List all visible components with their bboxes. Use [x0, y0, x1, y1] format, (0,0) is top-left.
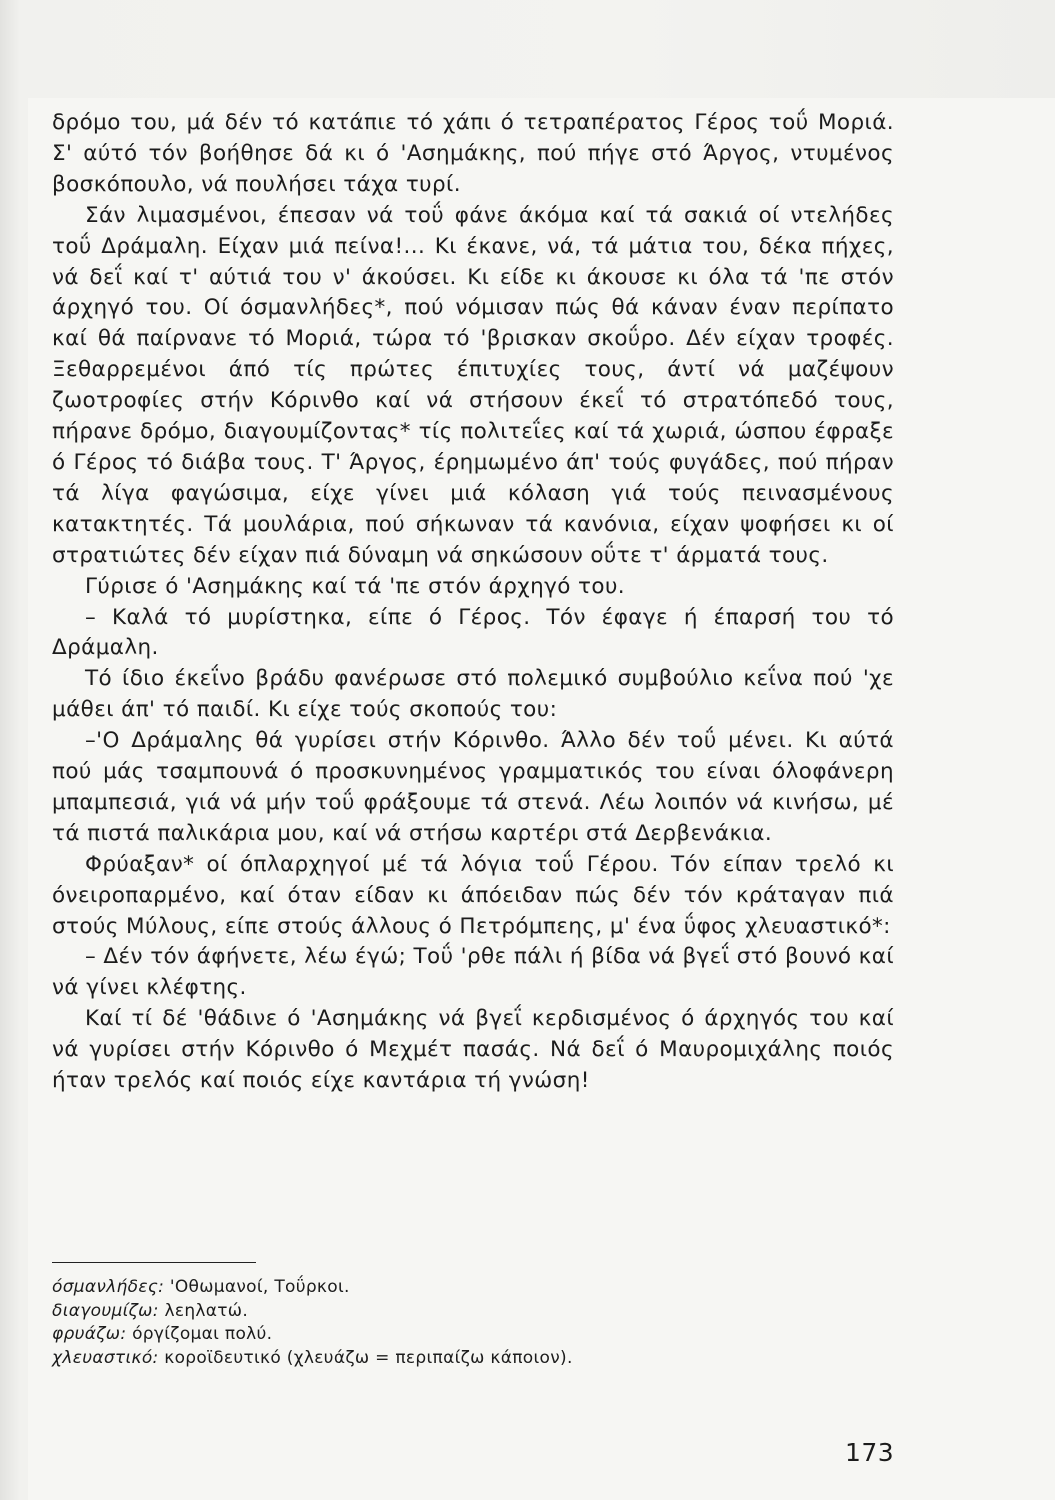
glossary-entry	[52, 1323, 872, 1347]
glossary-term: χλευαστικό:	[52, 1347, 159, 1368]
glossary-definition: κοροϊδευτικό (χλευάζω = περιπαίζω κάποιον).	[164, 1347, 573, 1368]
glossary-entry	[52, 1276, 872, 1300]
paragraph: Γύρισε ό 'Ασημάκης καί τά 'πε στόν άρχηγό του.	[85, 573, 626, 599]
glossary-term: όσμανλήδες:	[52, 1277, 165, 1297]
glossary-entry	[52, 1347, 872, 1371]
glossary	[52, 1276, 872, 1370]
paragraph: –'Ο Δράμαλης θά γυρίσει στήν Κόρινθο. Άλλο δέν τοΰ μένει. Κι αύτά πού μάς τσαμπουνά ό προσκυνημένος γραμματικός του είναι όλοφάνερη μπαμπεσιά, γιά νά μήν τοΰ φράξουμε τά στενά. Λέω λοιπόν νά κινήσω, μέ τά πιστά παλικάρια μου, καί νά στήσω καρτέρι στά Δερβενάκια.	[52, 728, 894, 846]
glossary-definition: λεηλατώ.	[164, 1300, 249, 1321]
paragraph: δρόμο του, μά δέν τό κατάπιε τό χάπι ό τετραπέρατος Γέρος τοΰ Μοριά. Σ' αύτό τόν βοήθησε δά κι ό 'Ασημάκης, πού πήγε στό Άργος, ντυμένος βοσκόπουλο, νά πουλήσει τάχα τυρί.	[52, 110, 894, 197]
main-text	[52, 108, 894, 1097]
page-number: 173	[845, 1438, 895, 1467]
glossary-term: φρυάζω:	[52, 1324, 127, 1344]
glossary-definition: 'Οθωμανοί, Τοΰρκοι.	[169, 1277, 350, 1297]
paragraph: – Καλά τό μυρίστηκα, είπε ό Γέρος. Τόν έφαγε ή έπαρσή του τό Δράμαλη.	[52, 604, 894, 661]
paragraph: Σάν λιμασμένοι, έπεσαν νά τοΰ φάνε άκόμα καί τά σακιά οί ντελήδες τοΰ Δράμαλη. Είχαν μιά πείνα!... Κι έκανε, νά, τά μάτια του, δέκα πήχες, νά δεΐ καί τ' αύτιά του ν' άκούσει. Κι είδε κι άκουσε κι όλα τά 'πε στόν άρχηγό του. Οί όσμανλήδες*, πού νόμισαν πώς θά κάναν έναν περίπατο καί θά παίρνανε τό Μοριά, τώρα τό 'βρισκαν σκοΰρο. Δέν είχαν τροφές. Ξεθαρρεμένοι άπό τίς πρώτες έπιτυχίες τους, άντί νά μαζέψουν ζωοτροφίες στήν Κόρινθο καί νά στήσουν έκεΐ τό στρατόπεδό τους, πήρανε δρόμο, διαγουμίζοντας* τίς πολιτεΐες καί τά χωριά, ώσπου έφραξε ό Γέρος τό διάβα τους. Τ' Άργος, έρημωμένο άπ' τούς φυγάδες, πού πήραν τά λίγα φαγώσιμα, είχε γίνει μιά κόλαση γιά τούς πεινασμένους κατακτητές. Τά μουλάρια, πού σήκωναν τά κανόνια, είχαν ψοφήσει κι οί στρατιώτες δέν είχαν πιά δύναμη νά σηκώσουν οΰτε τ' άρματά τους.	[52, 202, 894, 568]
footnote-divider	[52, 1262, 256, 1263]
paragraph: Τό ίδιο έκεΐνο βράδυ φανέρωσε στό πολεμικό συμβούλιο κεΐνα πού 'χε μάθει άπ' τό παιδί. Κι είχε τούς σκοπούς του:	[52, 666, 894, 723]
paragraph: Φρύαξαν* οί όπλαρχηγοί μέ τά λόγια τοΰ Γέρου. Τόν είπαν τρελό κι όνειροπαρμένο, καί όταν είδαν κι άπόειδαν πώς δέν τόν κράταγαν πιά στούς Μύλους, είπε στούς άλλους ό Πετρόμπεης, μ' ένα ΰφος χλευαστικό*:	[52, 851, 894, 939]
glossary-entry	[52, 1300, 872, 1324]
paragraph: Καί τί δέ 'θάδινε ό 'Ασημάκης νά βγεΐ κερδισμένος ό άρχηγός του καί νά γυρίσει στήν Κόρινθο ό Μεχμέτ πασάς. Νά δεΐ ό Μαυρομιχάλης ποιός ήταν τρελός καί ποιός είχε καντάρια τή γνώση!	[52, 1006, 894, 1094]
glossary-term: διαγουμίζω:	[52, 1300, 159, 1321]
paragraph: – Δέν τόν άφήνετε, λέω έγώ; Τοΰ 'ρθε πάλι ή βίδα νά βγεΐ στό βουνό καί νά γίνει κλέφτης.	[52, 944, 894, 1001]
glossary-definition: όργίζομαι πολύ.	[132, 1324, 273, 1344]
